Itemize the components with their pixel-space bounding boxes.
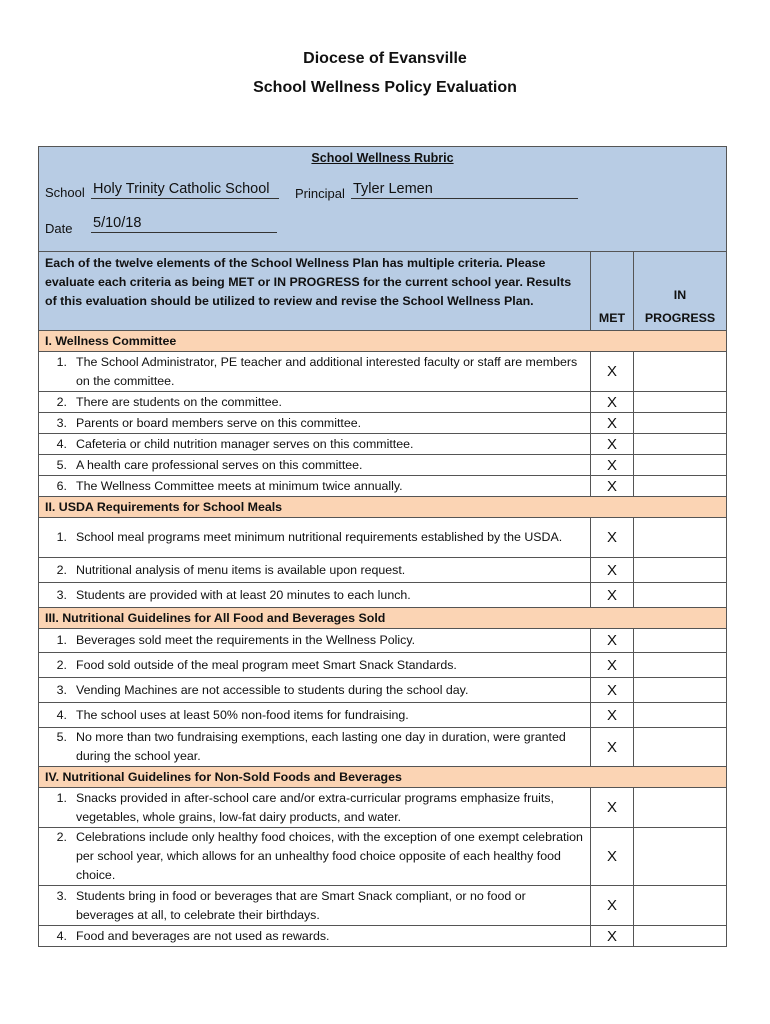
- in-progress-checkbox-cell[interactable]: [634, 352, 727, 392]
- criteria-text: Students bring in food or beverages that are Smart Snack compliant, or no food or beverages at all, to celebrate their birthdays.: [76, 888, 526, 922]
- met-checkbox-cell[interactable]: X: [591, 629, 634, 653]
- date-label: Date: [45, 221, 73, 236]
- criteria-text: Celebrations include only healthy food choices, with the exception of one exempt celebration per school year, which allows for an unhealthy food choice opposite of each healthy food choice.: [76, 830, 583, 882]
- met-header-label: MET: [598, 311, 626, 325]
- in-progress-checkbox-cell[interactable]: [634, 434, 727, 455]
- principal-field[interactable]: Tyler Lemen: [351, 180, 578, 199]
- in-progress-checkbox-cell[interactable]: [634, 703, 727, 728]
- met-checkbox-cell[interactable]: X: [591, 703, 634, 728]
- met-checkbox-cell[interactable]: X: [591, 413, 634, 434]
- criteria-number: 2.: [56, 830, 67, 844]
- in-progress-header-line1: IN: [673, 288, 687, 302]
- criteria-cell: [39, 629, 591, 653]
- criteria-number: 4.: [56, 436, 67, 451]
- criteria-row: [39, 926, 727, 947]
- in-progress-checkbox-cell[interactable]: [634, 455, 727, 476]
- criteria-text: Beverages sold meet the requirements in the Wellness Policy.: [76, 633, 416, 647]
- criteria-text: Students are provided with at least 20 minutes to each lunch.: [76, 587, 411, 602]
- section-header-row: [39, 497, 727, 518]
- criteria-text: There are students on the committee.: [76, 394, 282, 409]
- criteria-text: Parents or board members serve on this committee.: [76, 415, 362, 430]
- criteria-row: [39, 352, 727, 392]
- met-checkbox-cell[interactable]: X: [591, 352, 634, 392]
- in-progress-checkbox-cell[interactable]: [634, 413, 727, 434]
- section-header-row: [39, 331, 727, 352]
- in-progress-checkbox-cell[interactable]: [634, 678, 727, 703]
- met-checkbox-cell[interactable]: X: [591, 434, 634, 455]
- criteria-row: [39, 558, 727, 583]
- criteria-row: [39, 392, 727, 413]
- criteria-row: [39, 518, 727, 558]
- section-title: II. USDA Requirements for School Meals: [39, 497, 727, 518]
- criteria-number: 3.: [56, 587, 67, 602]
- section-title: IV. Nutritional Guidelines for Non-Sold Foods and Beverages: [39, 767, 727, 788]
- met-checkbox-cell[interactable]: X: [591, 476, 634, 497]
- in-progress-checkbox-cell[interactable]: [634, 886, 727, 926]
- met-checkbox-cell[interactable]: X: [591, 583, 634, 608]
- criteria-number: 2.: [56, 657, 67, 672]
- criteria-cell: [39, 678, 591, 703]
- in-progress-checkbox-cell[interactable]: [634, 828, 727, 886]
- criteria-text: Snacks provided in after-school care and/or extra-curricular programs emphasize fruits, vegetables, whole grains, low-fat dairy products, and water.: [76, 790, 554, 824]
- in-progress-checkbox-cell[interactable]: [634, 518, 727, 558]
- met-column-header: [591, 252, 634, 331]
- criteria-row: [39, 434, 727, 455]
- met-checkbox-cell[interactable]: X: [591, 455, 634, 476]
- met-checkbox-cell[interactable]: X: [591, 653, 634, 678]
- in-progress-checkbox-cell[interactable]: [634, 788, 727, 828]
- criteria-text: The Wellness Committee meets at minimum twice annually.: [76, 478, 403, 493]
- criteria-cell: [39, 455, 591, 476]
- criteria-cell: [39, 703, 591, 728]
- criteria-cell: [39, 926, 591, 947]
- criteria-row: [39, 728, 727, 767]
- criteria-text: Food and beverages are not used as rewards.: [76, 928, 330, 943]
- in-progress-checkbox-cell[interactable]: [634, 583, 727, 608]
- criteria-cell: [39, 392, 591, 413]
- criteria-row: [39, 413, 727, 434]
- criteria-number: 1.: [56, 354, 67, 369]
- criteria-row: [39, 886, 727, 926]
- criteria-text: Food sold outside of the meal program meet Smart Snack Standards.: [76, 657, 457, 672]
- in-progress-checkbox-cell[interactable]: [634, 653, 727, 678]
- criteria-number: 5.: [56, 730, 67, 744]
- met-checkbox-cell[interactable]: X: [591, 392, 634, 413]
- criteria-number: 4.: [56, 928, 67, 943]
- in-progress-column-header: [634, 252, 727, 331]
- section-header-row: [39, 608, 727, 629]
- criteria-number: 1.: [56, 633, 67, 647]
- principal-label: Principal: [295, 186, 345, 201]
- criteria-row: [39, 629, 727, 653]
- date-field[interactable]: 5/10/18: [91, 214, 277, 233]
- in-progress-checkbox-cell[interactable]: [634, 629, 727, 653]
- met-checkbox-cell[interactable]: X: [591, 728, 634, 767]
- in-progress-header-line2: PROGRESS: [644, 311, 716, 325]
- in-progress-checkbox-cell[interactable]: [634, 392, 727, 413]
- criteria-number: 2.: [56, 562, 67, 577]
- criteria-row: [39, 678, 727, 703]
- criteria-number: 1.: [56, 790, 67, 805]
- criteria-number: 1.: [56, 530, 67, 544]
- criteria-text: School meal programs meet minimum nutritional requirements established by the USDA.: [76, 530, 563, 544]
- criteria-number: 5.: [56, 457, 67, 472]
- criteria-number: 3.: [56, 682, 67, 697]
- criteria-text: Cafeteria or child nutrition manager serves on this committee.: [76, 436, 414, 451]
- in-progress-checkbox-cell[interactable]: [634, 476, 727, 497]
- school-field[interactable]: Holy Trinity Catholic School: [91, 180, 279, 199]
- met-checkbox-cell[interactable]: X: [591, 788, 634, 828]
- met-checkbox-cell[interactable]: X: [591, 828, 634, 886]
- criteria-cell: [39, 886, 591, 926]
- criteria-row: [39, 455, 727, 476]
- rubric-table: [38, 146, 727, 947]
- criteria-cell: [39, 828, 591, 886]
- criteria-cell: [39, 558, 591, 583]
- section-header-row: [39, 767, 727, 788]
- criteria-row: [39, 703, 727, 728]
- criteria-row: [39, 788, 727, 828]
- criteria-cell: [39, 476, 591, 497]
- met-checkbox-cell[interactable]: X: [591, 886, 634, 926]
- met-checkbox-cell[interactable]: X: [591, 518, 634, 558]
- criteria-number: 3.: [56, 888, 67, 903]
- form-header-row: [39, 147, 727, 252]
- criteria-number: 4.: [56, 707, 67, 722]
- section-title: III. Nutritional Guidelines for All Food and Beverages Sold: [39, 608, 727, 629]
- met-checkbox-cell[interactable]: X: [591, 558, 634, 583]
- criteria-cell: [39, 788, 591, 828]
- instructions-text: Each of the twelve elements of the School Wellness Plan has multiple criteria. Please evaluate each criteria as being MET or IN PROGRESS for the current school year. Results of this evaluation should be utilized to review and revise the School Wellness Plan.: [39, 252, 591, 331]
- criteria-cell: [39, 653, 591, 678]
- met-checkbox-cell[interactable]: X: [591, 678, 634, 703]
- criteria-row: [39, 653, 727, 678]
- form-header: [39, 147, 727, 252]
- document-subtitle: School Wellness Policy Evaluation: [253, 79, 517, 96]
- criteria-number: 6.: [56, 478, 67, 493]
- in-progress-checkbox-cell[interactable]: [634, 728, 727, 767]
- criteria-text: The School Administrator, PE teacher and additional interested faculty or staff are members on the committee.: [76, 354, 578, 388]
- criteria-text: A health care professional serves on this committee.: [76, 457, 363, 472]
- section-title: I. Wellness Committee: [39, 331, 727, 352]
- criteria-row: [39, 828, 727, 886]
- criteria-text: The school uses at least 50% non-food items for fundraising.: [76, 707, 409, 722]
- rubric-heading: School Wellness Rubric: [311, 151, 454, 165]
- document-title: Diocese of Evansville: [303, 50, 467, 67]
- criteria-cell: [39, 434, 591, 455]
- criteria-cell: [39, 583, 591, 608]
- instructions-row: [39, 252, 727, 331]
- criteria-cell: [39, 352, 591, 392]
- school-label: School: [45, 185, 85, 200]
- criteria-number: 3.: [56, 415, 67, 430]
- criteria-text: Nutritional analysis of menu items is available upon request.: [76, 562, 406, 577]
- criteria-cell: [39, 728, 591, 767]
- in-progress-checkbox-cell[interactable]: [634, 926, 727, 947]
- criteria-cell: [39, 413, 591, 434]
- criteria-number: 2.: [56, 394, 67, 409]
- criteria-row: [39, 583, 727, 608]
- criteria-text: Vending Machines are not accessible to students during the school day.: [76, 682, 469, 697]
- criteria-cell: [39, 518, 591, 558]
- in-progress-checkbox-cell[interactable]: [634, 558, 727, 583]
- criteria-row: [39, 476, 727, 497]
- met-checkbox-cell[interactable]: X: [591, 926, 634, 947]
- criteria-text: No more than two fundraising exemptions, each lasting one day in duration, were granted during the school year.: [76, 730, 566, 763]
